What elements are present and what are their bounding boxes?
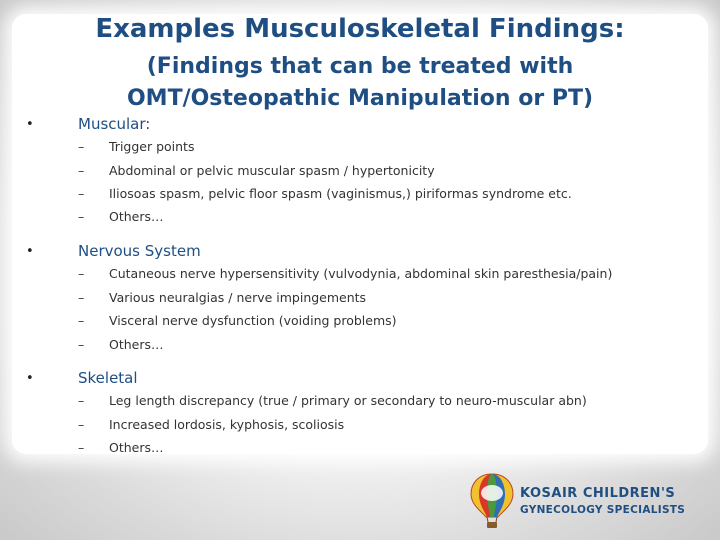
list-item-text: Trigger points xyxy=(109,139,195,154)
list-item xyxy=(78,337,164,352)
list-item-text: Visceral nerve dysfunction (voiding problems) xyxy=(109,313,397,328)
list-item xyxy=(78,266,612,281)
slide-subtitle-line1: (Findings that can be treated with xyxy=(146,54,574,79)
list-dash: – xyxy=(78,139,85,154)
list-dash: – xyxy=(78,393,85,408)
list-item xyxy=(78,163,435,178)
section-heading-muscular: Muscular: xyxy=(78,115,151,133)
list-item xyxy=(78,209,164,224)
list-dash: – xyxy=(78,417,85,432)
list-dash: – xyxy=(78,337,85,352)
slide-subtitle-line2: OMT/Osteopathic Manipulation or PT) xyxy=(126,86,594,111)
list-dash: – xyxy=(78,440,85,455)
logo-line1: KOSAIR CHILDREN'S xyxy=(520,486,676,501)
section-heading-nervous-system: Nervous System xyxy=(78,242,201,260)
list-item-text: Others… xyxy=(109,440,164,455)
list-dash: – xyxy=(78,209,85,224)
list-item xyxy=(78,440,164,455)
list-dash: – xyxy=(78,313,85,328)
list-item-text: Abdominal or pelvic muscular spasm / hypertonicity xyxy=(109,163,435,178)
list-item-text: Increased lordosis, kyphosis, scoliosis xyxy=(109,417,345,432)
list-item-text: Cutaneous nerve hypersensitivity (vulvodynia, abdominal skin paresthesia/pain) xyxy=(109,266,613,281)
list-item xyxy=(78,290,366,305)
section-bullet: • xyxy=(26,117,34,132)
logo-line2: GYNECOLOGY SPECIALISTS xyxy=(520,504,686,516)
list-dash: – xyxy=(78,290,85,305)
list-item xyxy=(78,417,344,432)
hot-air-balloon-icon xyxy=(468,472,516,530)
list-item xyxy=(78,139,194,154)
list-item-text: Leg length discrepancy (true / primary or secondary to neuro-muscular abn) xyxy=(109,393,587,408)
section-bullet: • xyxy=(26,371,34,386)
section-bullet: • xyxy=(26,244,34,259)
slide-title: Examples Musculoskeletal Findings: xyxy=(95,14,625,44)
list-item-text: Others… xyxy=(109,209,164,224)
list-item-text: Iliosoas spasm, pelvic floor spasm (vaginismus,) piriformas syndrome etc. xyxy=(109,186,572,201)
list-dash: – xyxy=(78,163,85,178)
list-item xyxy=(78,313,397,328)
list-dash: – xyxy=(78,266,85,281)
list-item-text: Various neuralgias / nerve impingements xyxy=(109,290,367,305)
list-dash: – xyxy=(78,186,85,201)
list-item xyxy=(78,186,572,201)
content-panel xyxy=(12,14,708,454)
list-item-text: Others… xyxy=(109,337,164,352)
section-heading-skeletal: Skeletal xyxy=(78,369,138,387)
kosair-logo xyxy=(468,472,704,530)
list-item xyxy=(78,393,587,408)
